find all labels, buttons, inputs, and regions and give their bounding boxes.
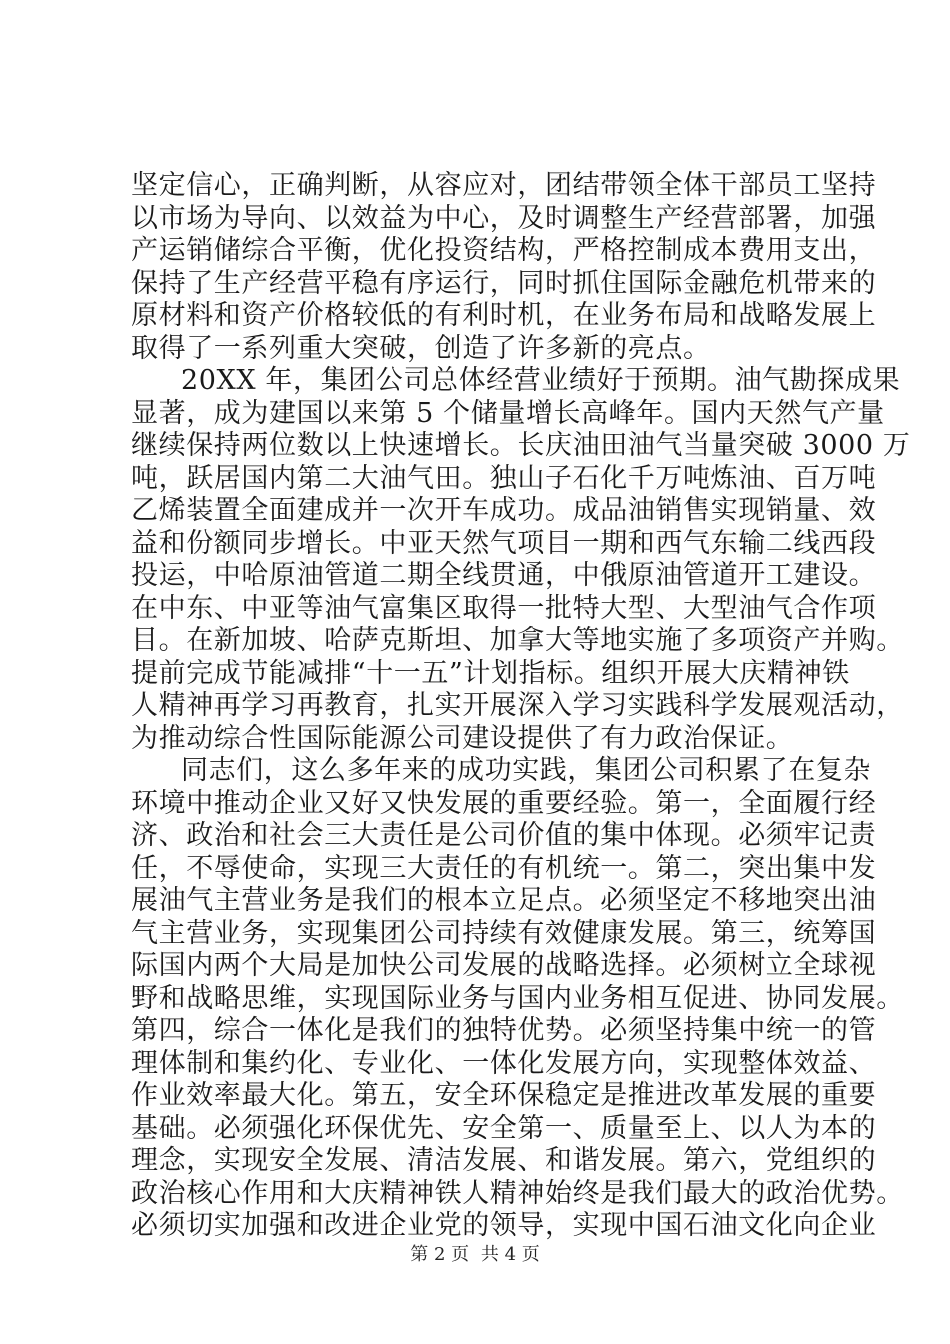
text-line: 人精神再学习再教育，扎实开展深入学习实践科学发展观活动， <box>131 690 904 721</box>
text-line: 理体制和集约化、专业化、一体化发展方向，实现整体效益、 <box>131 1047 877 1079</box>
text-line: 同志们，这么多年来的成功实践，集团公司积累了在复杂 <box>181 755 871 786</box>
text-line: 济、政治和社会三大责任是公司价值的集中体现。必须牢记责 <box>131 820 877 851</box>
text-line: 吨，跃居国内第二大油气田。独山子石化千万吨炼油、百万吨 <box>131 462 877 494</box>
text-line: 气主营业务，实现集团公司持续有效健康发展。第三，统筹国 <box>131 917 877 949</box>
text-line: 野和战略思维，实现国际业务与国内业务相互促进、协同发展。 <box>131 982 904 1014</box>
text-line: 显著，成为建国以来第 5 个储量增长高峰年。国内天然气产量 <box>131 397 885 429</box>
page-number: 第 2 页 <box>410 1244 470 1265</box>
text-line: 基础。必须强化环保优先、安全第一、质量至上、以人为本的 <box>131 1112 877 1144</box>
text-line: 展油气主营业务是我们的根本立足点。必须坚定不移地突出油 <box>131 885 877 916</box>
text-line: 投运，中哈原油管道二期全线贯通，中俄原油管道开工建设。 <box>131 560 877 591</box>
text-line: 提前完成节能减排“十一五”计划指标。组织开展大庆精神铁 <box>131 657 850 689</box>
text-line: 20XX 年，集团公司总体经营业绩好于预期。油气勘探成果 <box>181 365 901 396</box>
text-line: 保持了生产经营平稳有序运行，同时抓住国际金融危机带来的 <box>131 267 877 299</box>
text-line: 坚定信心，正确判断，从容应对，团结带领全体干部员工坚持 <box>131 170 877 201</box>
text-line: 必须切实加强和改进企业党的领导，实现中国石油文化向企业 <box>131 1210 877 1241</box>
text-line: 环境中推动企业又好又快发展的重要经验。第一，全面履行经 <box>131 787 877 819</box>
paragraph <box>131 755 904 1243</box>
text-line: 政治核心作用和大庆精神铁人精神始终是我们最大的政治优势。 <box>131 1177 904 1209</box>
text-line: 产运销储综合平衡，优化投资结构，严格控制成本费用支出， <box>131 235 877 266</box>
text-line: 原材料和资产价格较低的有利时机，在业务布局和战略发展上 <box>131 300 877 331</box>
text-line: 目。在新加坡、哈萨克斯坦、加拿大等地实施了多项资产并购。 <box>131 625 904 656</box>
text-line: 继续保持两位数以上快速增长。长庆油田油气当量突破 3000 万 <box>131 430 911 461</box>
text-line: 益和份额同步增长。中亚天然气项目一期和西气东输二线西段 <box>131 527 877 559</box>
text-line: 理念，实现安全发展、清洁发展、和谐发展。第六，党组织的 <box>131 1145 877 1176</box>
text-line: 际国内两个大局是加快公司发展的战略选择。必须树立全球视 <box>131 950 877 981</box>
text-line: 以市场为导向、以效益为中心，及时调整生产经营部署，加强 <box>131 202 877 234</box>
page-footer <box>0 1240 950 1266</box>
text-line: 作业效率最大化。第五，安全环保稳定是推进改革发展的重要 <box>131 1080 877 1111</box>
document-body <box>131 170 911 1243</box>
text-line: 为推动综合性国际能源公司建设提供了有力政治保证。 <box>131 722 794 754</box>
text-line: 取得了一系列重大突破，创造了许多新的亮点。 <box>131 332 711 364</box>
page-total: 共 4 页 <box>480 1244 540 1265</box>
paragraph <box>131 365 911 755</box>
paragraph <box>131 170 877 365</box>
text-line: 乙烯装置全面建成并一次开车成功。成品油销售实现销量、效 <box>131 495 877 526</box>
text-line: 第四，综合一体化是我们的独特优势。必须坚持集中统一的管 <box>131 1015 877 1046</box>
text-line: 在中东、中亚等油气富集区取得一批特大型、大型油气合作项 <box>131 592 877 624</box>
text-line: 任，不辱使命，实现三大责任的有机统一。第二，突出集中发 <box>131 852 877 884</box>
